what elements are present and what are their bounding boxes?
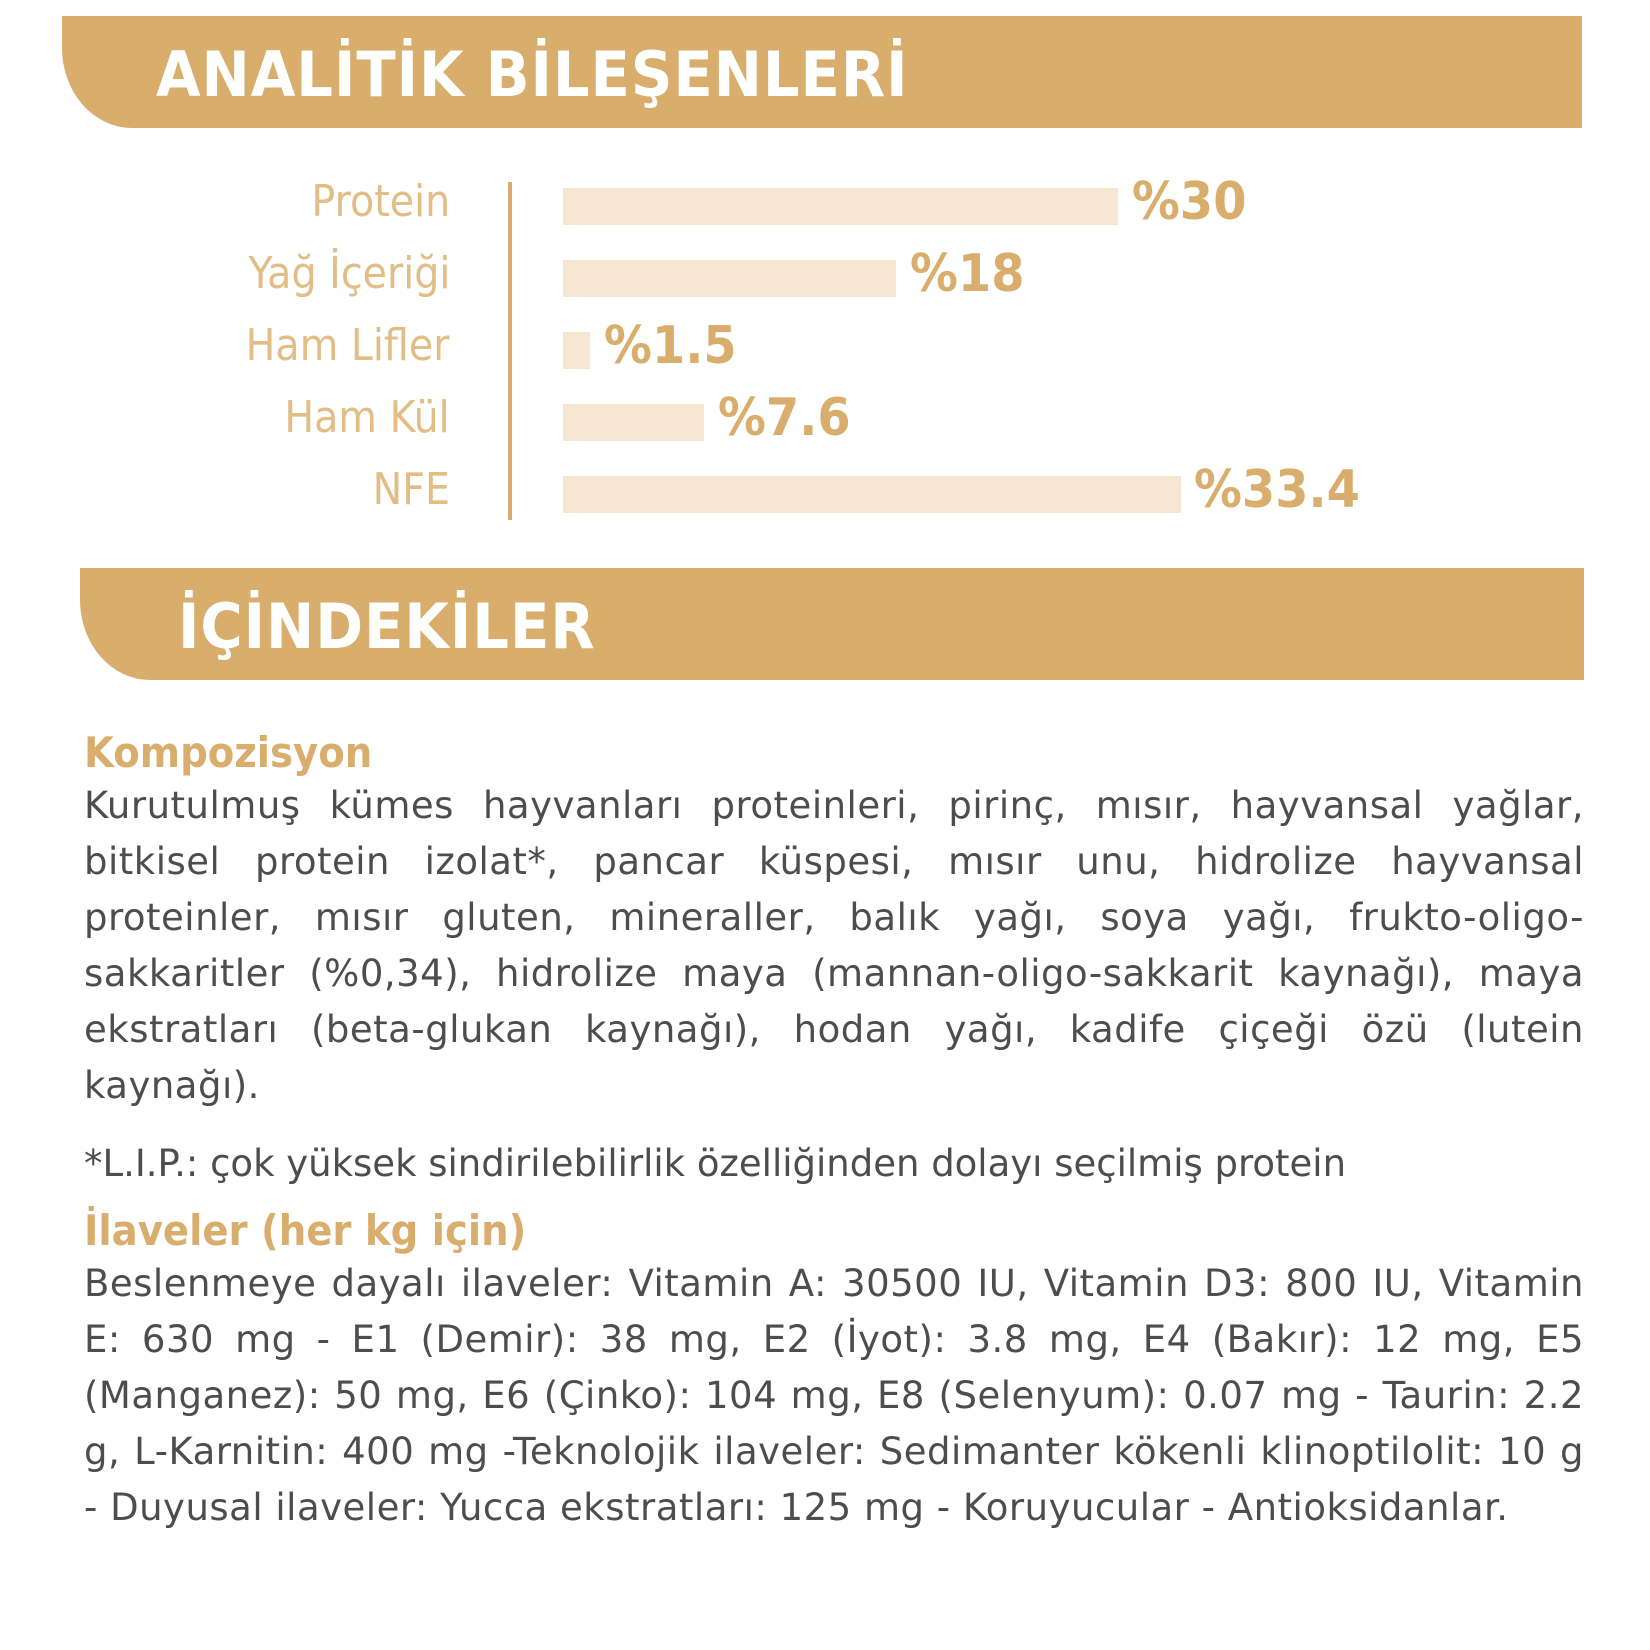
analytic-components-title: ANALİTİK BİLEŞENLERİ <box>156 38 909 111</box>
bar-crude-fiber <box>563 332 590 369</box>
bar-crude-ash <box>563 404 704 441</box>
row-label: NFE <box>372 464 450 515</box>
ingredients-title: İÇİNDEKİLER <box>178 590 596 663</box>
bar-protein <box>563 188 1118 225</box>
bar-fat <box>563 260 896 297</box>
composition-heading: Kompozisyon <box>84 728 373 777</box>
additives-text: Beslenmeye dayalı ilaveler: Vitamin A: 30500 IU, Vitamin D3: 800 IU, Vitamin E: 630 mg - E1 (Demir): 38 mg, E2 (İyot): 3.8 mg, E4 (Bakır): 12 mg, E5 (Manganez): 50 mg, E6 (Çinko): 104 mg, E8 (Selenyum): 0.07 mg - Taurin: 2.2 g, L-Karnitin: 400 mg -Teknolojik ilaveler: Sedimanter kökenli klinoptilolit: 10 g - Duyusal ilaveler: Yucca ekstratları: 125 mg - Koruyucular - Antioksidanlar. <box>84 1262 1584 1529</box>
ingredients-header <box>80 568 1584 680</box>
composition-text: Kurutulmuş kümes hayvanları proteinleri, pirinç, mısır, hayvansal yağlar, bitkisel protein izolat*, pancar küspesi, mısır unu, hidrolize hayvansal proteinler, mısır gluten, mineraller, balık yağı, soya yağı, frukto-oligo-sakkaritler (%0,34), hidrolize maya (mannan-oligo-sakkarit kaynağı), maya ekstratları (beta-glukan kaynağı), hodan yağı, kadife çiçeği özü (lutein kaynağı). <box>84 784 1584 1107</box>
chart-row-fat <box>0 242 1650 314</box>
row-value: %7.6 <box>718 388 851 448</box>
row-value: %1.5 <box>604 316 737 376</box>
additives-heading: İlaveler (her kg için) <box>84 1206 527 1255</box>
chart-row-crude-ash <box>0 386 1650 458</box>
chart-row-crude-fiber <box>0 314 1650 386</box>
row-label: Ham Lifler <box>246 320 450 371</box>
row-label: Ham Kül <box>284 392 450 443</box>
row-value: %33.4 <box>1194 460 1360 520</box>
row-value: %18 <box>910 244 1025 304</box>
row-label: Protein <box>311 176 450 227</box>
analytic-components-header <box>62 16 1582 128</box>
bar-nfe <box>563 476 1181 513</box>
row-value: %30 <box>1132 172 1247 232</box>
chart-row-protein <box>0 170 1650 242</box>
row-label: Yağ İçeriği <box>248 248 450 299</box>
chart-row-nfe <box>0 458 1650 530</box>
composition-footnote: *L.I.P.: çok yüksek sindirilebilirlik özelliğinden dolayı seçilmiş protein <box>84 1142 1347 1185</box>
analytic-components-chart <box>0 170 1650 530</box>
ingredients-content <box>84 728 1584 1536</box>
